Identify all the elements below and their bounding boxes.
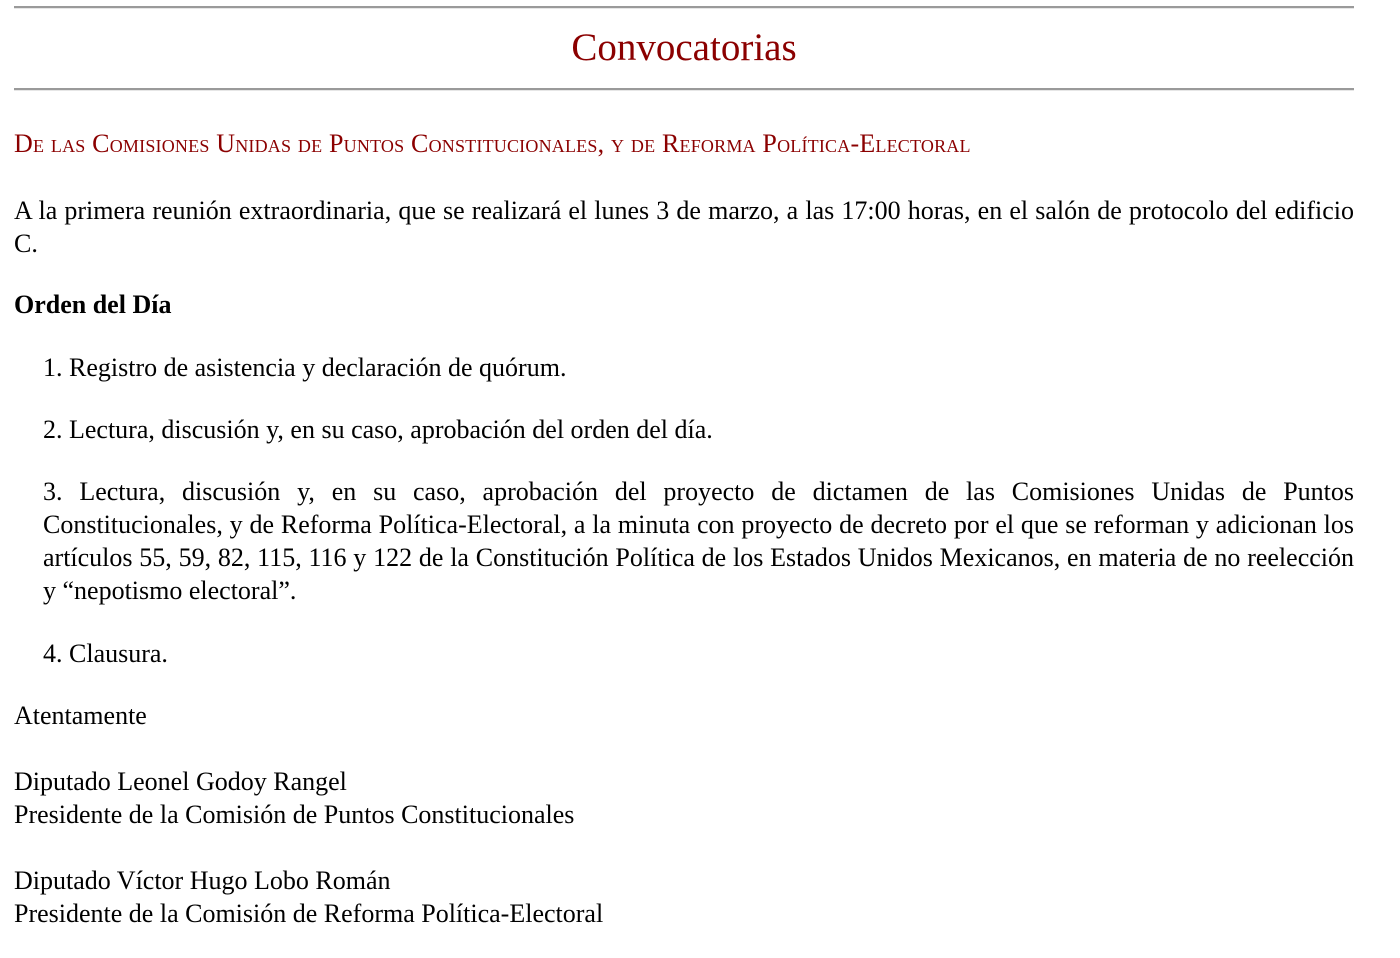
agenda-item-number: 4. — [43, 639, 63, 668]
agenda-item — [43, 413, 1354, 446]
agenda-item-text: Lectura, discusión y, en su caso, aprobación del proyecto de dictamen de las Comisiones Unidas de Puntos Constitucionales, y de Reforma Política-Electoral, a la minuta con proyecto de decreto por el que se reforman y adicionan los artículos 55, 59, 82, 115, 116 y 122 de la Constitución Política de los Estados Unidos Mexicanos, en materia de no reelección y “nepotismo electoral”. — [43, 477, 1355, 605]
agenda-item-number: 2. — [43, 415, 63, 444]
notice-subtitle: De las Comisiones Unidas de Puntos Constitucionales, y de Reforma Política-Electoral — [14, 129, 971, 158]
signatory-role: Presidente de la Comisión de Reforma Política-Electoral — [14, 899, 604, 928]
closing-salutation: Atentamente — [14, 701, 147, 730]
agenda-item-text: Lectura, discusión y, en su caso, aprobación del orden del día. — [69, 415, 713, 444]
agenda-item — [43, 475, 1354, 607]
agenda-item-text: Registro de asistencia y declaración de quórum. — [69, 353, 567, 382]
signatory-block — [14, 864, 603, 930]
agenda-item — [43, 351, 1354, 384]
signatory-role: Presidente de la Comisión de Puntos Constitucionales — [14, 800, 575, 829]
title-divider — [14, 88, 1354, 91]
page-title: Convocatorias — [571, 26, 797, 69]
top-divider — [14, 6, 1354, 9]
agenda-item-number: 1. — [43, 353, 63, 382]
signatory-name: Diputado Víctor Hugo Lobo Román — [14, 866, 391, 895]
agenda-item-text: Clausura. — [69, 639, 168, 668]
signatory-name: Diputado Leonel Godoy Rangel — [14, 767, 347, 796]
agenda-item-number: 3. — [43, 477, 63, 506]
notice-intro: A la primera reunión extraordinaria, que se realizará el lunes 3 de marzo, a las 17:00 horas, en el salón de protocolo del edificio C. — [14, 196, 1354, 258]
agenda-heading: Orden del Día — [14, 290, 172, 319]
agenda-item — [43, 637, 1354, 670]
signatory-block — [14, 765, 574, 831]
